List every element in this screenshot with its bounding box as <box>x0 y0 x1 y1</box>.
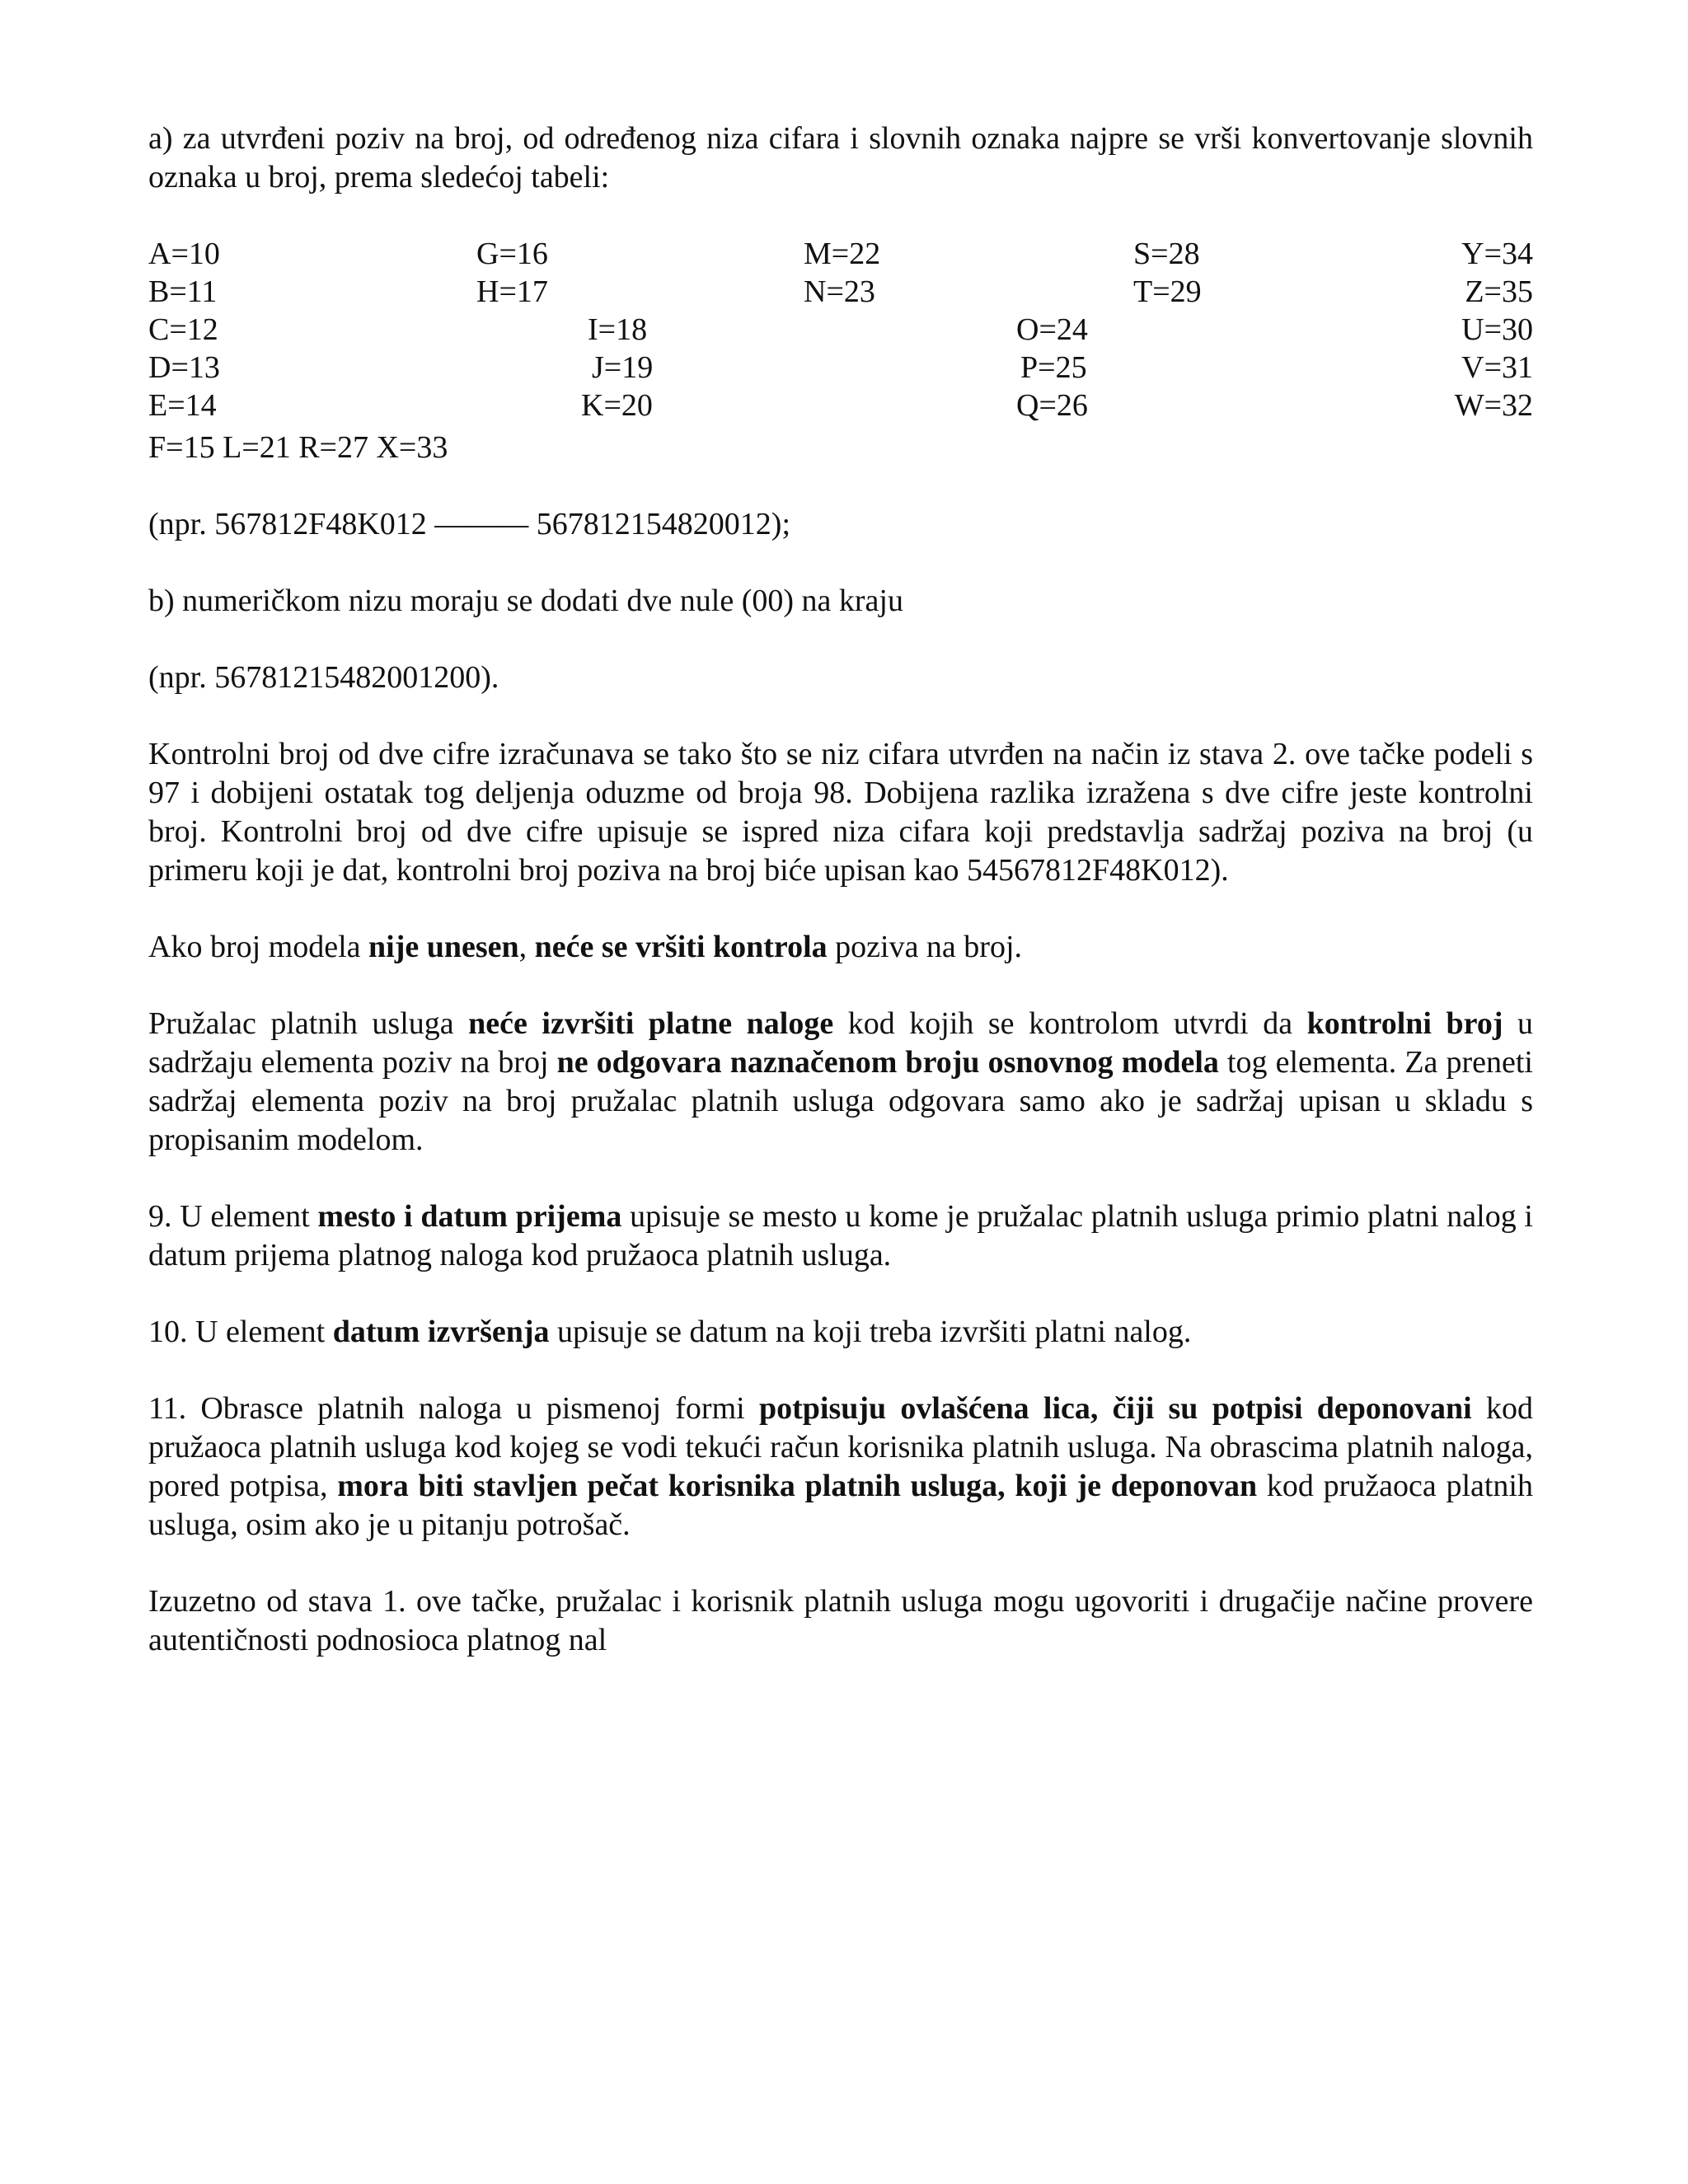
table-cell: J=19 <box>592 350 654 385</box>
table-cell: K=20 <box>581 388 653 423</box>
table-cell: V=31 <box>1461 350 1533 385</box>
table-cell: Q=26 <box>1016 388 1088 423</box>
table-cell: I=18 <box>588 312 648 347</box>
letter-table-last-line: F=15 L=21 R=27 X=33 <box>148 430 448 465</box>
point-b-paragraph: b) numeričkom nizu moraju se dodati dve nule (00) na kraju <box>148 583 903 618</box>
table-cell: O=24 <box>1016 312 1088 347</box>
bold-phrase: neće izvršiti platne naloge <box>468 1006 834 1041</box>
table-cell: H=17 <box>476 274 548 309</box>
bold-phrase: kontrolni broj <box>1306 1006 1503 1041</box>
table-cell: U=30 <box>1461 312 1533 347</box>
table-cell: N=23 <box>804 274 875 309</box>
item-9-paragraph: 9. U element mesto i datum prijema upisuje se mesto u kome je pružalac platnih usluga primio platni nalog i datum prijema platnog naloga kod pružaoca platnih usluga. <box>148 1199 1533 1272</box>
control-number-paragraph: Kontrolni broj od dve cifre izračunava se tako što se niz cifara utvrđen na način iz stava 2. ove tačke podeli s 97 i dobijeni ostatak tog deljenja oduzme od broja 98. Dobijena razlika izražena s dve cifre jeste kontrolni broj. Kontrolni broj od dve cifre upisuje se ispred niza cifara koji predstavlja sadržaj poziva na broj (u primeru koji je dat, kontrolni broj poziva na broj biće upisan kao 54567812F48K012). <box>148 737 1533 888</box>
exception-paragraph: Izuzetno od stava 1. ove tačke, pružalac i korisnik platnih usluga mogu ugovoriti i drugačije načine provere autentičnosti podnosioca platnog nal <box>148 1584 1533 1657</box>
provider-paragraph: Pružalac platnih usluga neće izvršiti platne naloge kod kojih se kontrolom utvrdi da kontrolni broj u sadržaju elementa poziv na broj ne odgovara naznačenom broju osnovnog modela tog elementa. Za preneti sadržaj elementa poziv na broj pružalac platnih usluga odgovara samo ako je sadržaj upisan u skladu s propisanim modelom. <box>148 1006 1534 1157</box>
table-cell: P=25 <box>1020 350 1087 385</box>
table-cell: C=12 <box>148 312 218 347</box>
table-cell: S=28 <box>1133 237 1200 271</box>
example-append-zeros: (npr. 56781215482001200). <box>148 660 499 695</box>
bold-phrase: ne odgovara naznačenom broju osnovnog modela <box>556 1045 1219 1080</box>
table-cell: T=29 <box>1133 274 1202 309</box>
model-paragraph: Ako broj modela nije unesen, neće se vršiti kontrola poziva na broj. <box>148 930 1023 964</box>
bold-phrase: nije unesen <box>368 930 519 964</box>
bold-phrase: mesto i datum prijema <box>317 1199 622 1234</box>
intro-paragraph: a) za utvrđeni poziv na broj, od određenog niza cifara i slovnih oznaka najpre se vrši konvertovanje slovnih oznaka u broj, prema sledećoj tabeli: <box>148 121 1533 194</box>
table-cell: D=13 <box>148 350 220 385</box>
example-conversion: (npr. 567812F48K012 ——— 567812154820012); <box>148 507 790 541</box>
table-cell: G=16 <box>476 237 548 271</box>
table-cell: W=32 <box>1454 388 1533 423</box>
letter-conversion-table <box>148 235 1533 429</box>
table-cell: Y=34 <box>1461 237 1533 271</box>
bold-phrase: datum izvršenja <box>332 1315 550 1349</box>
bold-phrase: mora biti stavljen pečat korisnika platnih usluga, koji je deponovan <box>337 1469 1258 1503</box>
table-cell: B=11 <box>148 274 218 309</box>
table-cell: A=10 <box>148 237 220 271</box>
table-cell: M=22 <box>804 237 881 271</box>
table-cell: E=14 <box>148 388 217 423</box>
bold-phrase: potpisuju ovlašćena lica, čiji su potpisi deponovani <box>758 1391 1472 1426</box>
document-page <box>148 120 1533 1660</box>
table-cell: Z=35 <box>1465 274 1533 309</box>
item-10-paragraph: 10. U element datum izvršenja upisuje se datum na koji treba izvršiti platni nalog. <box>148 1315 1192 1349</box>
bold-phrase: neće se vršiti kontrola <box>534 930 828 964</box>
item-11-paragraph: 11. Obrasce platnih naloga u pismenoj formi potpisuju ovlašćena lica, čiji su potpisi deponovani kod pružaoca platnih usluga kod kojeg se vodi tekući račun korisnika platnih usluga. Na obrascima platnih naloga, pored potpisa, mora biti stavljen pečat korisnika platnih usluga, koji je deponovan kod pružaoca platnih usluga, osim ako je u pitanju potrošač. <box>148 1391 1534 1542</box>
